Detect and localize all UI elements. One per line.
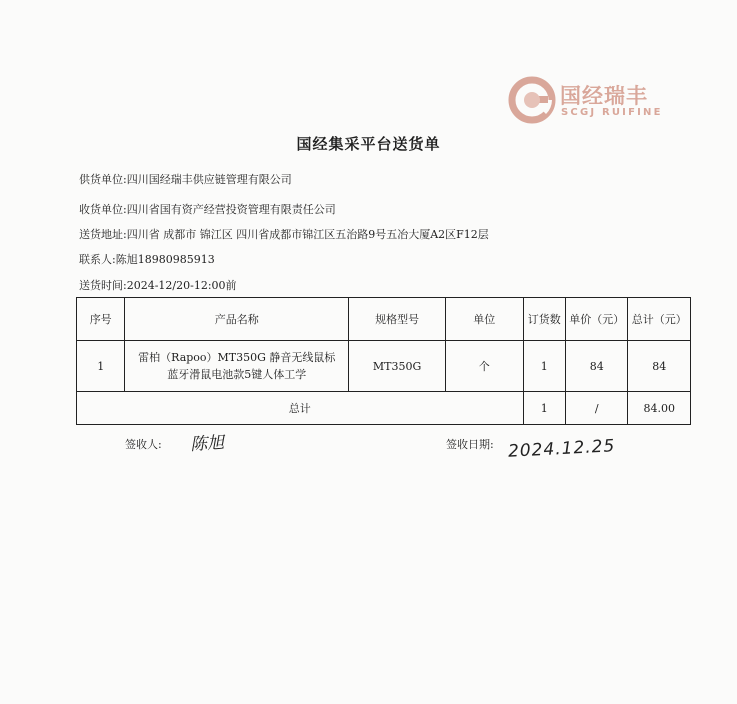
logo-text-cn: 国经瑞丰 [560, 84, 648, 108]
address-label: 送货地址: [79, 228, 127, 241]
contact-value: 陈旭18980985913 [115, 253, 215, 266]
time-value: 2024-12/20-12:00前 [126, 279, 237, 292]
time-label: 送货时间: [79, 279, 127, 292]
cell-total: 84 [628, 341, 691, 392]
goods-table [76, 297, 691, 425]
table-header-row [77, 298, 691, 341]
header-quantity: 订货数 [523, 298, 565, 341]
supplier-label: 供货单位: [79, 173, 127, 186]
receiver-row [79, 201, 336, 217]
table-summary-row [77, 392, 691, 425]
summary-label: 总计 [77, 392, 524, 425]
product-name-line2: 蓝牙滑鼠电池款5键人体工学 [167, 368, 307, 381]
cell-unit-price: 84 [565, 341, 628, 392]
address-value: 四川省 成都市 锦江区 四川省成都市锦江区五治路9号五冶大厦A2区F12层 [126, 228, 489, 241]
receiver-signature-label: 签收人: [125, 438, 162, 451]
cell-product-name [125, 341, 349, 392]
header-unit-price: 单价（元） [565, 298, 628, 341]
header-product-name: 产品名称 [125, 298, 349, 341]
summary-quantity: 1 [523, 392, 565, 425]
header-total: 总计（元） [628, 298, 691, 341]
summary-total: 84.00 [628, 392, 691, 425]
cell-quantity: 1 [523, 341, 565, 392]
time-row [79, 277, 237, 293]
summary-unit-price: / [565, 392, 628, 425]
logo-mark-icon [508, 76, 556, 124]
receiver-signature: 陈旭 [189, 432, 225, 456]
receipt-date-handwritten: 2024.12.25 [507, 436, 616, 462]
receiver-value: 四川省国有资产经营投资管理有限责任公司 [126, 203, 336, 216]
contact-row [79, 251, 215, 267]
header-unit: 单位 [445, 298, 523, 341]
document-title: 国经集采平台送货单 [296, 135, 441, 153]
contact-label: 联系人: [79, 253, 116, 266]
table-row [77, 341, 691, 392]
header-model: 规格型号 [349, 298, 446, 341]
receiver-label: 收货单位: [79, 203, 127, 216]
date-signature-label: 签收日期: [446, 438, 494, 451]
product-name-line1: 雷柏（Rapoo）MT350G 静音无线鼠标 [138, 351, 336, 364]
logo-text-en: SCGJ RUIFINE [561, 107, 663, 118]
address-row [79, 226, 489, 242]
supplier-row [79, 171, 292, 187]
cell-no: 1 [77, 341, 125, 392]
header-no: 序号 [77, 298, 125, 341]
company-logo [508, 76, 668, 124]
cell-model: MT350G [349, 341, 446, 392]
supplier-value: 四川国经瑞丰供应链管理有限公司 [126, 173, 292, 186]
cell-unit: 个 [445, 341, 523, 392]
